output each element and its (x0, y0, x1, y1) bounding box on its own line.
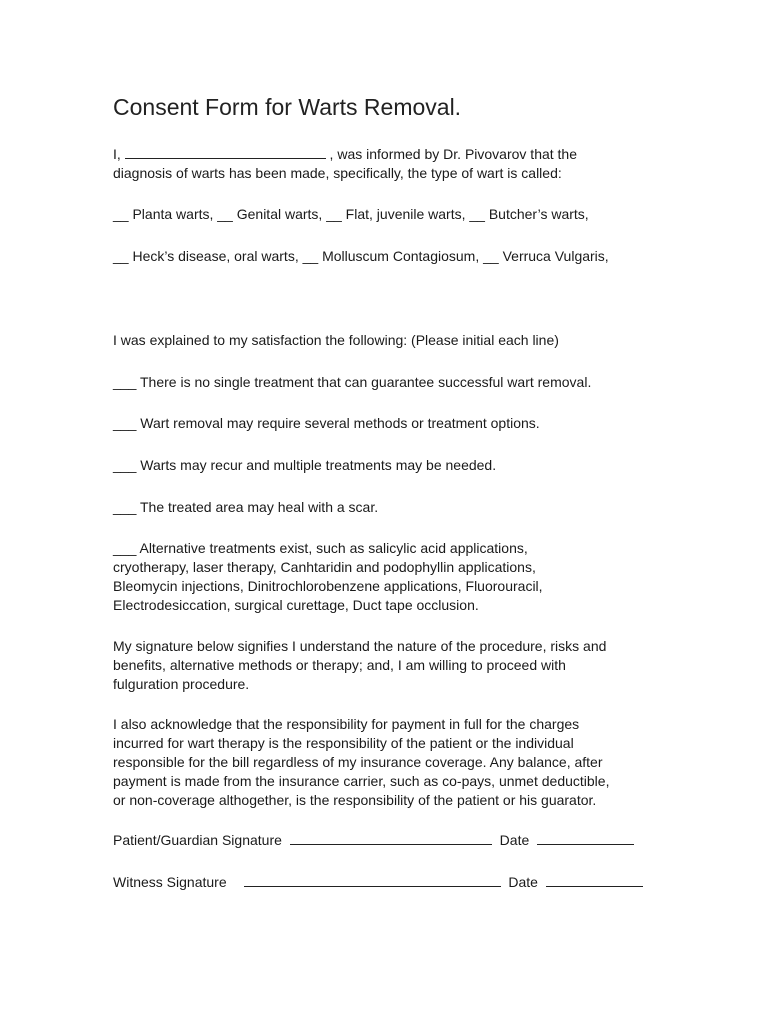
initial-item: ___ There is no single treatment that can guarantee successful wart removal. (113, 374, 592, 390)
patient-date-field[interactable] (537, 831, 634, 845)
intro-suffix: , was informed by Dr. Pivovarov that the (325, 146, 578, 162)
wart-types-row-2: __ Heck’s disease, oral warts, __ Molluscum Contagiosum, __ Verruca Vulgaris, (113, 248, 609, 264)
wart-types-row-1: __ Planta warts, __ Genital warts, __ Flat, juvenile warts, __ Butcher’s warts, (113, 206, 589, 222)
intro-prefix: I, (113, 146, 125, 162)
payment-statement-line: responsible for the bill regardless of my insurance coverage. Any balance, after (113, 754, 603, 770)
witness-signature-label: Witness Signature (113, 874, 227, 890)
witness-date-field[interactable] (546, 873, 643, 887)
payment-statement-line: incurred for wart therapy is the responsibility of the patient or the individual (113, 735, 574, 751)
intro-line-2: diagnosis of warts has been made, specifically, the type of wart is called: (113, 165, 562, 181)
initial-item: ___ Wart removal may require several methods or treatment options. (113, 415, 540, 431)
patient-signature-label: Patient/Guardian Signature (113, 832, 282, 848)
initial-item: ___ Warts may recur and multiple treatments may be needed. (113, 457, 497, 473)
alternatives-line: Electrodesiccation, surgical curettage, Duct tape occlusion. (113, 597, 479, 613)
patient-date-label: Date (499, 832, 530, 848)
explained-heading: I was explained to my satisfaction the following: (Please initial each line) (113, 332, 559, 348)
payment-statement-line: payment is made from the insurance carrier, such as co-pays, unmet deductible, (113, 773, 610, 789)
alternatives-paragraph (113, 539, 673, 615)
payment-statement-line: I also acknowledge that the responsibility for payment in full for the charges (113, 716, 580, 732)
payment-statement-line: or non-coverage althogether, is the responsibility of the patient or his guarator. (113, 792, 597, 808)
alternatives-line: cryotherapy, laser therapy, Canhtaridin and podophyllin applications, (113, 559, 536, 575)
patient-signature-field[interactable] (290, 831, 492, 845)
signature-statement (113, 637, 673, 694)
alternatives-line: ___ Alternative treatments exist, such as salicylic acid applications, (113, 540, 528, 556)
signature-statement-line: fulguration procedure. (113, 676, 250, 692)
payment-statement (113, 715, 673, 810)
alternatives-line: Bleomycin injections, Dinitrochlorobenzene applications, Fluorouracil, (113, 578, 543, 594)
witness-signature-row (113, 873, 643, 892)
initial-item: ___ The treated area may heal with a scar. (113, 499, 379, 515)
patient-name-blank[interactable] (125, 145, 326, 159)
intro-line-1 (113, 145, 577, 164)
witness-signature-field[interactable] (244, 873, 501, 887)
signature-statement-line: My signature below signifies I understand the nature of the procedure, risks and (113, 638, 607, 654)
signature-statement-line: benefits, alternative methods or therapy; and, I am willing to proceed with (113, 657, 566, 673)
witness-date-label: Date (508, 874, 538, 890)
page-title: Consent Form for Warts Removal. (113, 94, 462, 120)
patient-signature-row (113, 831, 634, 850)
